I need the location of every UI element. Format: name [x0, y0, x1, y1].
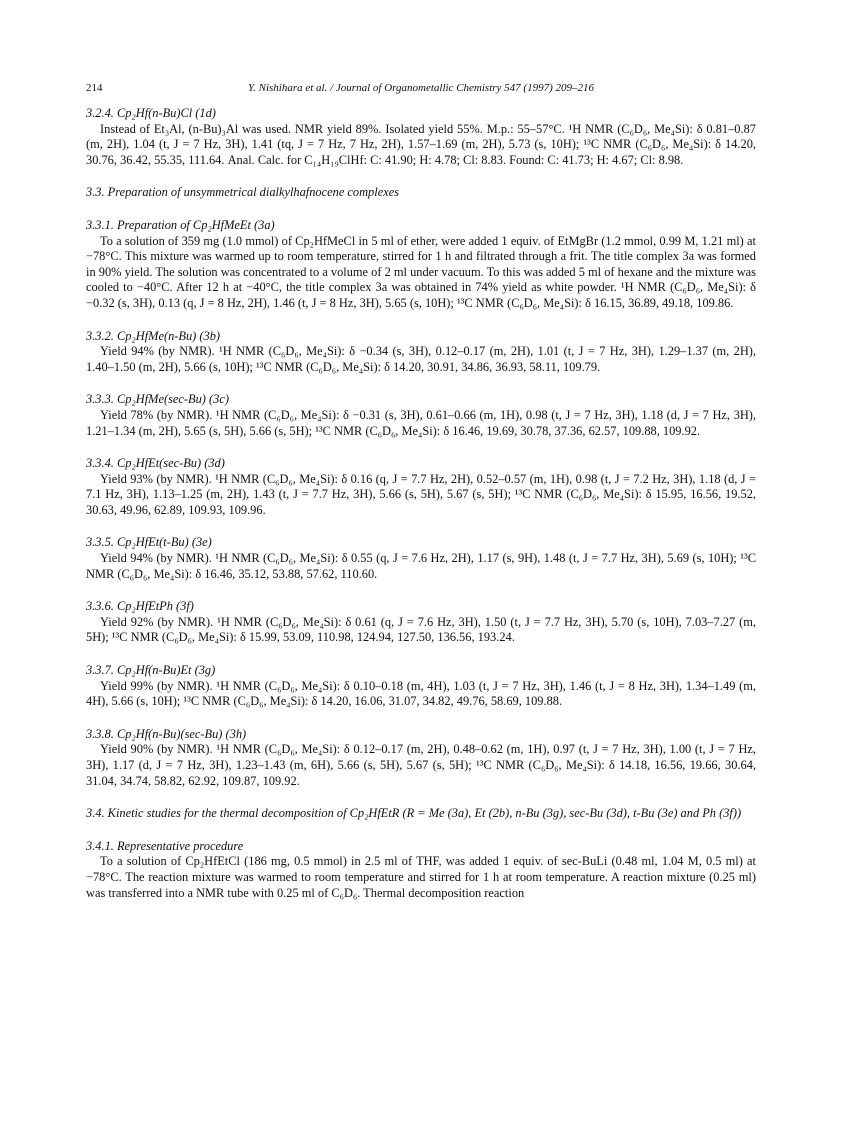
subsection-heading: 3.3.7. Cp₂Hf(n-Bu)Et (3g): [86, 663, 216, 678]
subsection-3-3-5: [86, 535, 756, 582]
subsection-3-3-2: [86, 329, 756, 376]
page-number: 214: [86, 82, 103, 94]
subsection-heading: 3.3.1. Preparation of Cp₂HfMeEt (3a): [86, 217, 275, 232]
subsection-body: Yield 90% (by NMR). ¹H NMR (C₆D₆, Me₄Si): δ 0.12–0.17 (m, 2H), 0.48–0.62 (m, 1H), 0.97 (t, J = 7 Hz, 3H), 1.00 (t, J = 7 Hz, 3H), 1.17 (d, J = 7 Hz, 3H), 1.23–1.43 (m, 6H), 5.66 (s, 5H), 5.67 (s, 5H); ¹³C NMR (C₆D₆, Me₄Si): δ 14.18, 16.56, 19.66, 30.64, 31.04, 34.74, 58.82, 62.92, 109.87, 109.92.: [86, 742, 756, 788]
subsection-3-3-3: [86, 392, 756, 439]
subsection-heading: 3.4.1. Representative procedure: [86, 838, 244, 853]
subsection-3-3-6: [86, 599, 756, 646]
subsection-body: To a solution of Cp₂HfEtCl (186 mg, 0.5 mmol) in 2.5 ml of THF, was added 1 equiv. of sec-BuLi (0.48 ml, 1.04 M, 0.5 ml) at −78°C. The reaction mixture was warmed to room temperature and stirred for 1 h at room temperature. A reaction mixture (0.25 ml) was transferred into a NMR tube with 0.25 ml of C₆D₆. Thermal decomposition reaction: [86, 854, 756, 900]
section-3-4: [86, 806, 756, 822]
subsection-heading: 3.3.3. Cp₂HfMe(sec-Bu) (3c): [86, 392, 229, 407]
subsection-heading: 3.3.4. Cp₂HfEt(sec-Bu) (3d): [86, 456, 225, 471]
subsection-body: Yield 99% (by NMR). ¹H NMR (C₆D₆, Me₄Si): δ 0.10–0.18 (m, 4H), 1.03 (t, J = 7 Hz, 3H), 1.46 (t, J = 8 Hz, 3H), 1.34–1.49 (m, 4H), 5.66 (s, 10H); ¹³C NMR (C₆D₆, Me₄Si): δ 14.20, 16.06, 31.07, 34.82, 49.76, 58.69, 109.88.: [86, 678, 756, 709]
subsection-3-3-1: [86, 218, 756, 312]
journal-page: [86, 82, 756, 901]
subsection-3-3-7: [86, 663, 756, 710]
section-heading: 3.3. Preparation of unsymmetrical dialkylhafnocene complexes: [86, 185, 400, 200]
subsection-3-4-1: [86, 839, 756, 901]
section-heading: 3.4. Kinetic studies for the thermal decomposition of Cp₂HfEtR (R = Me (3a), Et (2b), n-Bu (3g), sec-Bu (3d), t-Bu (3e) and Ph (3f)): [86, 806, 742, 821]
running-header: [86, 82, 756, 98]
subsection-body: Yield 94% (by NMR). ¹H NMR (C₆D₆, Me₄Si): δ −0.34 (s, 3H), 0.12–0.17 (m, 2H), 1.01 (t, J = 7 Hz, 3H), 1.29–1.37 (m, 2H), 1.40–1.50 (m, 2H), 5.66 (s, 10H); ¹³C NMR (C₆D₆, Me₄Si): δ 14.20, 30.91, 34.86, 36.93, 58.11, 109.79.: [86, 344, 756, 374]
subsection-heading: 3.2.4. Cp₂Hf(n-Bu)Cl (1d): [86, 106, 216, 120]
subsection-3-3-8: [86, 727, 756, 789]
subsection-heading: 3.3.8. Cp₂Hf(n-Bu)(sec-Bu) (3h): [86, 726, 247, 741]
subsection-body: Yield 94% (by NMR). ¹H NMR (C₆D₆, Me₄Si): δ 0.55 (q, J = 7.6 Hz, 2H), 1.17 (s, 9H), 1.48 (t, J = 7.7 Hz, 3H), 5.69 (s, 10H); ¹³C NMR (C₆D₆, Me₄Si): δ 16.46, 35.12, 53.88, 57.62, 110.60.: [86, 551, 756, 581]
subsection-body: Yield 93% (by NMR). ¹H NMR (C₆D₆, Me₄Si): δ 0.16 (q, J = 7.7 Hz, 2H), 0.52–0.57 (m, 1H), 0.98 (t, J = 7.2 Hz, 3H), 1.18 (d, J = 7.1 Hz, 3H), 1.13–1.25 (m, 2H), 1.43 (t, J = 7.7 Hz, 3H), 5.66 (s, 5H), 5.67 (s, 5H); ¹³C NMR (C₆D₆, Me₄Si): δ 15.95, 16.56, 19.52, 30.63, 49.96, 62.89, 109.93, 109.96.: [86, 471, 756, 517]
section-3-3: [86, 185, 756, 201]
subsection-heading: 3.3.6. Cp₂HfEtPh (3f): [86, 599, 194, 614]
subsection-body: Instead of Et₃Al, (n-Bu)₃Al was used. NMR yield 89%. Isolated yield 55%. M.p.: 55–57°C. ¹H NMR (C₆D₆, Me₄Si): δ 0.81–0.87 (m, 2H), 1.04 (t, J = 7 Hz, 3H), 1.41 (tq, J = 7 Hz, 7 Hz, 2H), 1.57–1.69 (m, 2H), 5.73 (s, 10H); ¹³C NMR (C₆D₆, Me₄Si): δ 14.20, 30.76, 36.42, 55.35, 111.64. Anal. Calc. for C₁₄H₁₉ClHf: C: 41.90; H: 4.78; Cl: 8.83. Found: C: 41.73; H: 4.67; Cl: 8.98.: [86, 121, 756, 167]
subsection-body: Yield 78% (by NMR). ¹H NMR (C₆D₆, Me₄Si): δ −0.31 (s, 3H), 0.61–0.66 (m, 1H), 0.98 (t, J = 7 Hz, 3H), 1.18 (d, J = 7 Hz, 3H), 1.21–1.34 (m, 2H), 5.65 (s, 5H), 5.66 (s, 5H); ¹³C NMR (C₆D₆, Me₄Si): δ 16.46, 19.69, 30.78, 37.36, 62.57, 109.88, 109.92.: [86, 407, 756, 438]
journal-reference: Y. Nishihara et al. / Journal of Organometallic Chemistry 547 (1997) 209–216: [248, 82, 594, 94]
subsection-body: To a solution of 359 mg (1.0 mmol) of Cp₂HfMeCl in 5 ml of ether, were added 1 equiv. of EtMgBr (1.2 mmol, 0.99 M, 1.21 ml) at −78°C. This mixture was warmed up to room temperature, stirred for 1 h and filtrated through a frit. The title complex 3a was formed in 90% yield. The solution was concentrated to a volume of 2 ml under vacuum. To this was added 5 ml of hexane and the mixture was cooled to −40°C. After 12 h at −40°C, the title complex 3a was obtained in 74% yield as white powder. ¹H NMR (C₆D₆, Me₄Si): δ −0.32 (s, 3H), 0.13 (q, J = 8 Hz, 2H), 1.46 (t, J = 8 Hz, 3H), 5.65 (s, 10H); ¹³C NMR (C₆D₆, Me₄Si): δ 16.15, 36.89, 49.18, 109.86.: [86, 233, 756, 310]
subsection-body: Yield 92% (by NMR). ¹H NMR (C₆D₆, Me₄Si): δ 0.61 (q, J = 7.6 Hz, 3H), 1.50 (t, J = 7.7 Hz, 3H), 5.70 (s, 10H), 7.03–7.27 (m, 5H); ¹³C NMR (C₆D₆, Me₄Si): δ 15.99, 53.09, 110.98, 124.94, 127.50, 136.56, 193.24.: [86, 614, 756, 645]
subsection-3-2-4: [86, 106, 756, 168]
subsection-heading: 3.3.2. Cp₂HfMe(n-Bu) (3b): [86, 328, 221, 343]
subsection-3-3-4: [86, 456, 756, 518]
subsection-heading: 3.3.5. Cp₂HfEt(t-Bu) (3e): [86, 535, 212, 550]
